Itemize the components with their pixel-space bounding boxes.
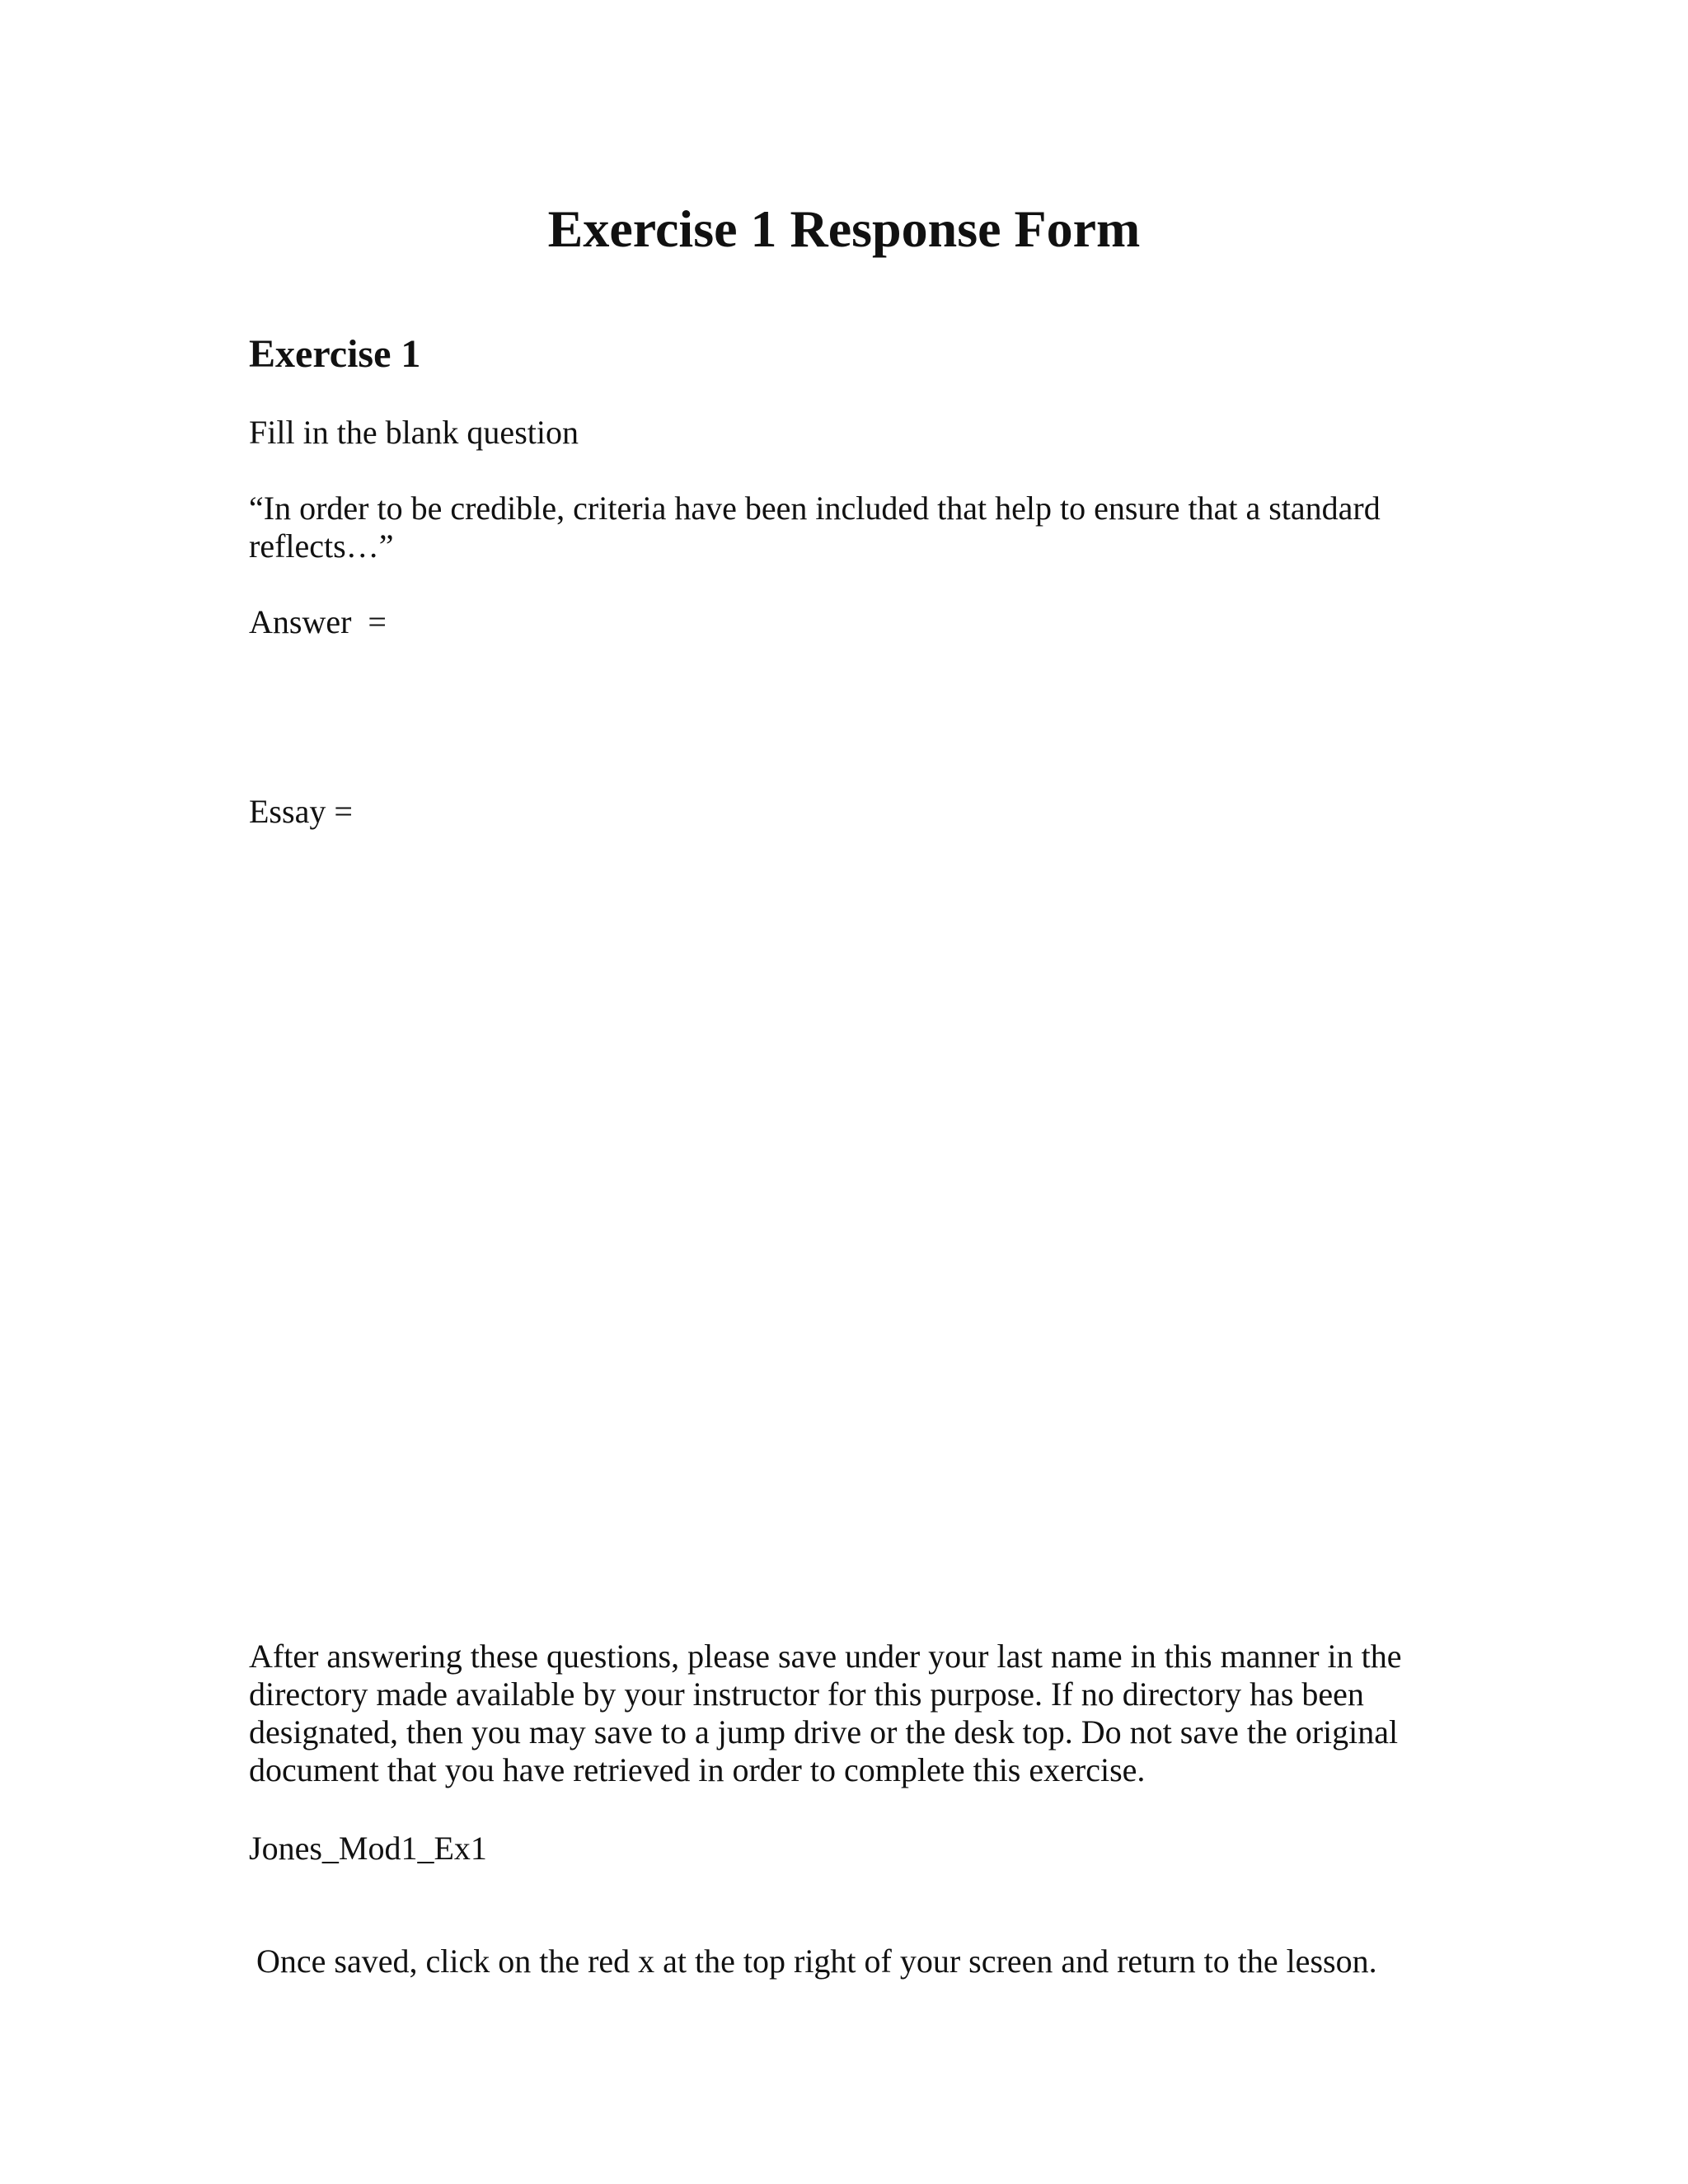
question-quote: “In order to be credible, criteria have been included that help to ensure that a standard reflects…” <box>249 490 1381 565</box>
closing-instruction: Once saved, click on the red x at the top right of your screen and return to the lesson. <box>256 1943 1377 1980</box>
save-instructions: After answering these questions, please save under your last name in this manner in the directory made available by your instructor for this purpose. If no directory has been designated, then you may save to a jump drive or the desk top. Do not save the original document that you have retrieved in order to complete this exercise. <box>249 1638 1402 1788</box>
answer-label: Answer = <box>249 603 387 640</box>
page-title: Exercise 1 Response Form <box>547 199 1141 258</box>
essay-label: Essay = <box>249 793 353 830</box>
filename-example: Jones_Mod1_Ex1 <box>249 1830 487 1867</box>
exercise-heading: Exercise 1 <box>249 332 421 376</box>
question-type-label: Fill in the blank question <box>249 414 579 451</box>
